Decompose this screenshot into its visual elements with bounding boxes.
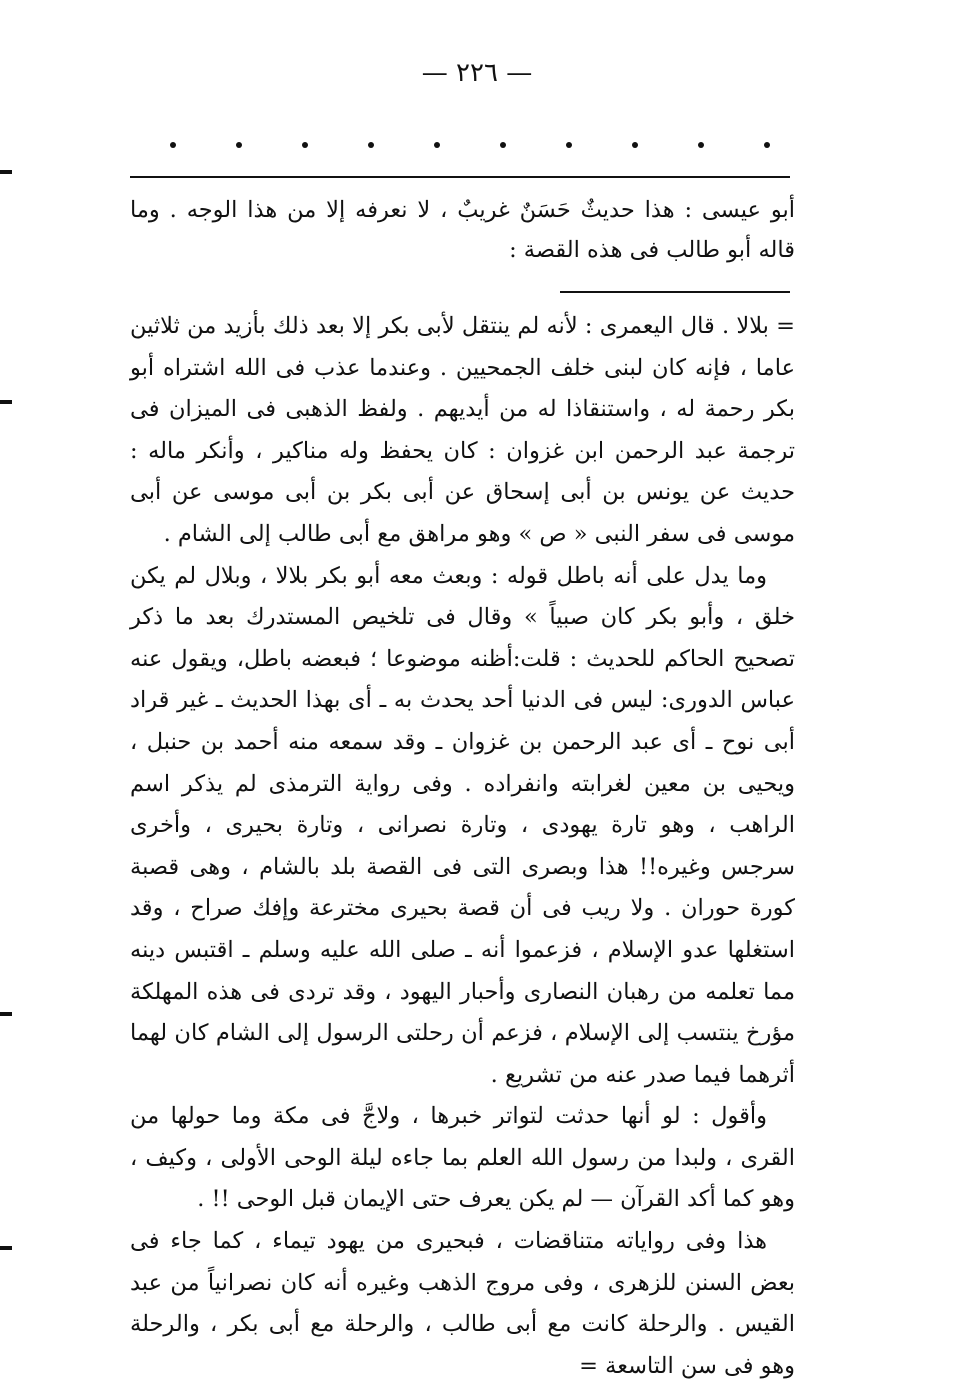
dot bbox=[170, 142, 176, 148]
dot bbox=[368, 142, 374, 148]
dot bbox=[500, 142, 506, 148]
footnote-paragraph: وما يدل على أنه باطل قوله : وبعث معه أبو بكر بلالا ، وبلال لم يكن خلق ، وأبو بكر كان صبياً » وقال فى تلخيص المستدرك بعد ما ذكر تصحيح الحاكم للحديث : قلت:أظنه موضوعا ؛ فبعضه باطل، ويقول عنه عباس الدورى: ليس فى الدنيا أحد يحدث به ـ أى بهذا الحديث ـ غير قراد أبى نوح ـ أى عبد الرحمن بن غزوان ـ وقد سمعه منه أحمد بن حنبل ، ويحيى بن معين لغرابته وانفراده . وفى رواية الترمذى لم يذكر اسم الراهب ، وهو تارة يهودى ، وتارة نصرانى ، وتارة بحيرى ، وأخرى سرجس وغيره!! هذا وبصرى التى فى القصة بلد بالشام ، وهى قصبة كورة حوران . ولا ريب فى أن قصة بحيرى مخترعة وإفك صراح ، وقد استغلها عدو الإسلام ، فزعموا أنه ـ صلى الله عليه وسلم ـ اقتبس دينه مما تعلمه من رهبان النصارى وأحبار اليهود ، وقد تردى فى هذه المهلكة مؤرخ ينتسب إلى الإسلام ، فزعم أن رحلتى الرسول إلى الشام كان لهما أثرهما فيما صدر عنه من تشريع . bbox=[130, 562, 795, 1088]
margin-mark bbox=[0, 1246, 12, 1250]
top-rule bbox=[130, 176, 790, 178]
main-text: أبو عيسى : هذا حديثٌ حَسَنٌ غريبٌ ، لا نعرفه إلا من هذا الوجه . وما قاله أبو طالب فى هذه القصة : bbox=[130, 197, 795, 263]
dot bbox=[566, 142, 572, 148]
margin-mark bbox=[0, 170, 12, 174]
dot bbox=[434, 142, 440, 148]
dot bbox=[764, 142, 770, 148]
separator-dots bbox=[170, 142, 770, 162]
page-number: — ٢٢٦ — bbox=[421, 58, 533, 88]
margin-mark bbox=[0, 1012, 12, 1016]
footnote-paragraph: وأقول : لو أنها حدثت لتواتر خبرها ، ولاجَّ فى مكة وما حولها من القرى ، ولبدا من رسول الله العلم بما جاءه ليلة الوحى الأولى ، وكيف ، وهو كما أكد القرآن — لم يكن يعرف حتى الإيمان قبل الوحى !! . bbox=[130, 1103, 795, 1213]
dot bbox=[236, 142, 242, 148]
main-text-block bbox=[130, 190, 795, 270]
footnote-paragraph: = بلالا . قال اليعمرى : لأنه لم ينتقل لأبى بكر إلا بعد ذلك بأزيد من ثلاثين عاما ، فإنه كان لبنى خلف الجمحيين . وعندما عذب فى الله اشتراه أبو بكر رحمة له ، واستنقاذا له من أيديهم . ولفظ الذهبى فى الميزان فى ترجمة عبد الرحمن ابن غزوان : كان يحفظ وله مناكير ، وأنكر ماله : حديث عن يونس بن أبى إسحاق عن أبى بكر بن أبى موسى عن أبى موسى فى سفر النبى « ص » وهو مراهق مع أبى طالب إلى الشام . bbox=[130, 313, 795, 547]
footnote-paragraph: هذا وفى رواياته متناقضات ، فبحيرى من يهود تيماء ، كما جاء فى بعض السنن للزهرى ، وفى مروج الذهب وغيره أنه كان نصرانياً من عبد القيس . والرحلة كانت مع أبى طالب ، والرحلة مع أبى بكر ، والرحلة وهو فى سن التاسعة = bbox=[130, 1228, 795, 1379]
footnote-rule bbox=[560, 291, 790, 293]
dot bbox=[632, 142, 638, 148]
dot bbox=[302, 142, 308, 148]
margin-mark bbox=[0, 400, 12, 404]
dot bbox=[698, 142, 704, 148]
footnote-block bbox=[130, 306, 795, 1387]
